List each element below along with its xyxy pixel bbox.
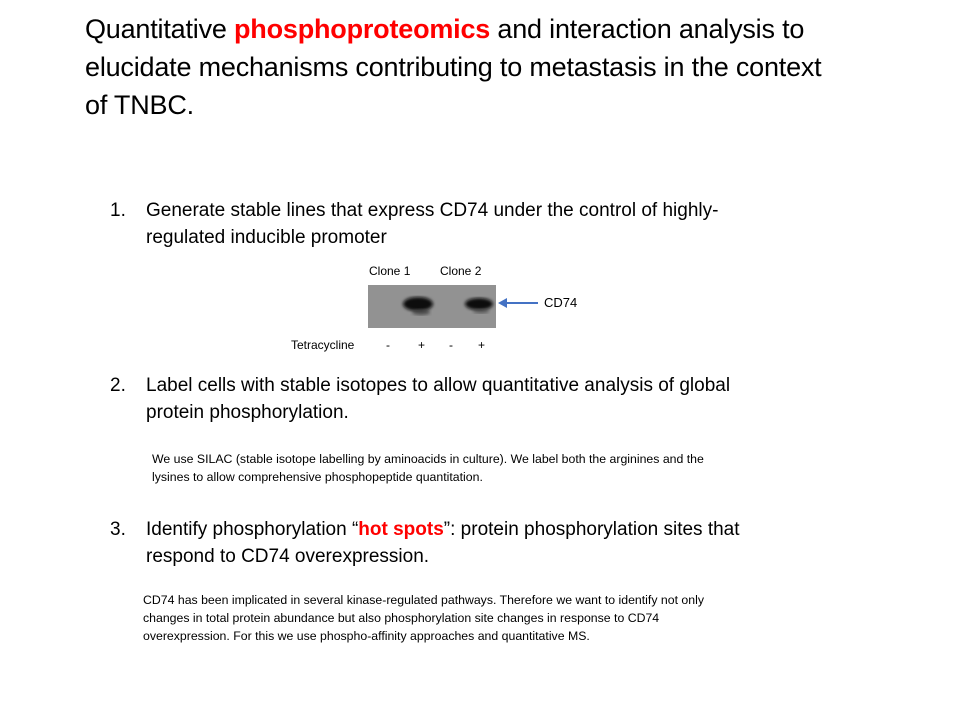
item-3-prefix: Identify phosphorylation “ <box>146 519 359 540</box>
list-number: 3. <box>110 519 126 540</box>
cd74-note-line-2: changes in total protein abundance but also phosphorylation site changes in response to CD74 <box>143 611 660 625</box>
title-line1-rest: and interaction analysis to <box>490 14 805 44</box>
lane-1-sign: - <box>386 338 390 352</box>
item-3-line-1 <box>146 516 870 543</box>
blot-clone2-label: Clone 2 <box>440 264 482 278</box>
lane-2-sign: + <box>418 338 426 352</box>
item-1-line-1: Generate stable lines that express CD74 under the control of highly- <box>146 200 719 221</box>
hot-spots-highlight: hot spots <box>358 519 444 540</box>
list-item-3 <box>110 516 870 570</box>
title-line-3: of TNBC. <box>85 90 194 120</box>
title-line-2: elucidate mechanisms contributing to metastasis in the context <box>85 52 822 82</box>
item-3-rest: ”: protein phosphorylation sites that <box>443 519 740 540</box>
list-item-1 <box>110 197 870 251</box>
cd74-note-line-1: CD74 has been implicated in several kinase-regulated pathways. Therefore we want to identify not only <box>143 593 704 607</box>
item-2-line-2: protein phosphorylation. <box>146 402 349 423</box>
title-highlight: phosphoproteomics <box>234 14 491 44</box>
list-number: 1. <box>110 200 126 221</box>
title-line-1 <box>85 10 935 48</box>
western-blot-image <box>368 285 496 328</box>
lane-3-sign: - <box>449 338 453 352</box>
tetracycline-label: Tetracycline <box>291 338 355 352</box>
list-number: 2. <box>110 375 126 396</box>
item-2-line-1: Label cells with stable isotopes to allow quantitative analysis of global <box>146 375 731 396</box>
slide-title <box>85 10 935 124</box>
silac-note <box>152 450 704 486</box>
blot-clone1-label: Clone 1 <box>369 264 411 278</box>
blot-protein-label: CD74 <box>544 295 578 310</box>
list-item-2 <box>110 372 870 426</box>
cd74-note-line-3: overexpression. For this we use phospho-affinity approaches and quantitative MS. <box>143 629 590 643</box>
blot-bands <box>368 285 496 328</box>
lane-4-sign: + <box>478 338 486 352</box>
item-1-line-2: regulated inducible promoter <box>146 227 387 248</box>
silac-note-line-1: We use SILAC (stable isotope labelling by aminoacids in culture). We label both the arginines and the <box>152 452 704 466</box>
title-prefix: Quantitative <box>85 14 234 44</box>
item-3-line-2: respond to CD74 overexpression. <box>146 546 430 567</box>
cd74-note <box>143 591 704 645</box>
arrow-left-icon <box>498 296 540 310</box>
silac-note-line-2: lysines to allow comprehensive phosphopeptide quantitation. <box>152 470 483 484</box>
